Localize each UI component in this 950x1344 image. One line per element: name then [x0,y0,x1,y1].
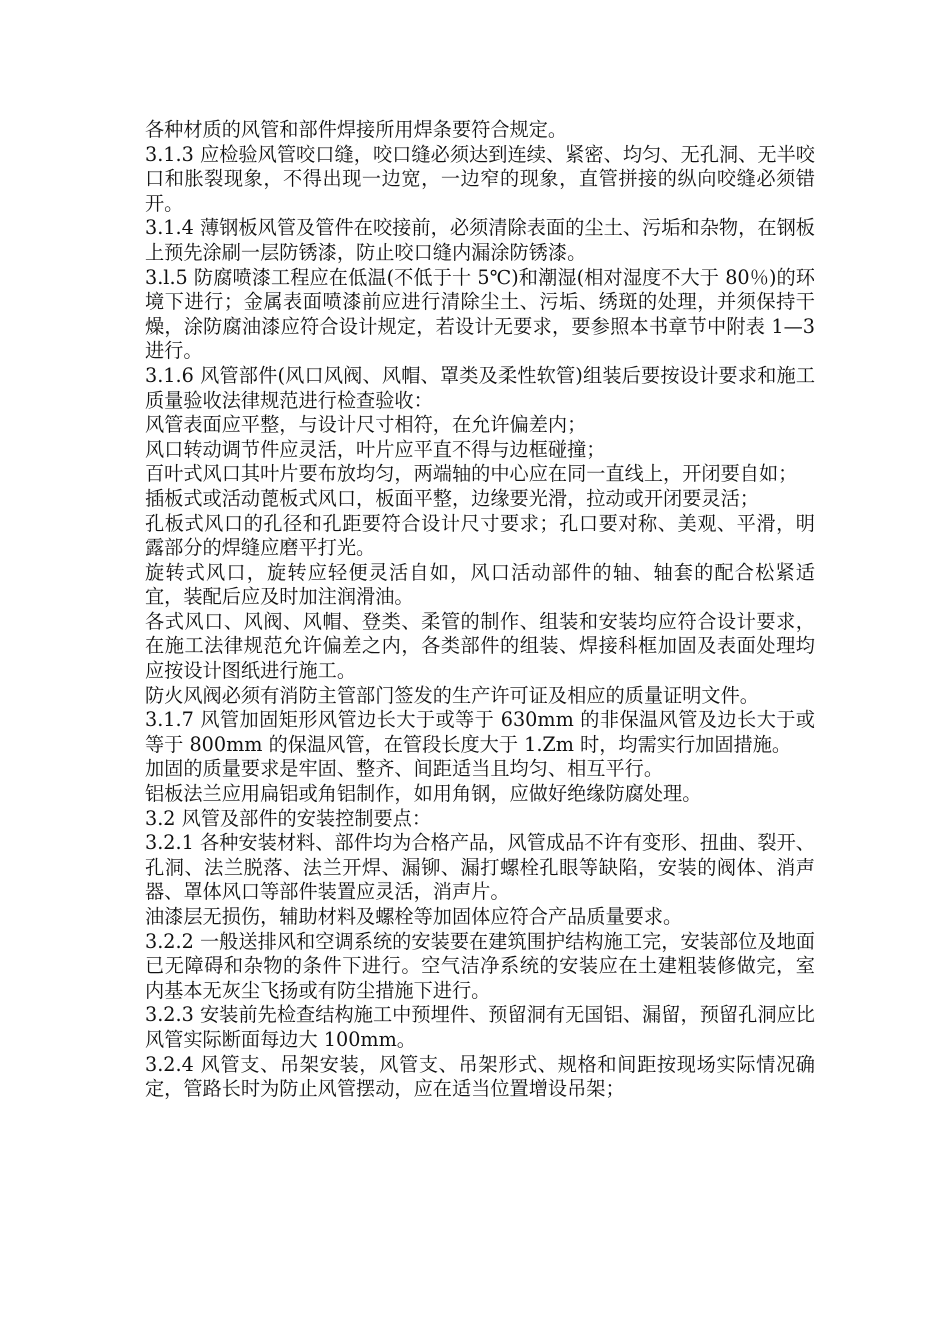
paragraph: 加固的质量要求是牢固、整齐、间距适当且均匀、相互平行。 [145,757,664,781]
paragraph: 插板式或活动蓖板式风口，板面平整，边缘要光滑，拉动或开闭要灵活； [145,486,759,510]
paragraph: 孔板式风口的孔径和孔距要符合设计尺寸要求；孔口要对称、美观、平滑，明露部分的焊缝应磨平打光。 [145,511,815,560]
paragraph: 油漆层无损伤，辅助材料及螺栓等加固体应符合产品质量要求。 [145,905,683,928]
document-page [145,118,815,1102]
paragraph: 防火风阀必须有消防主管部门签发的生产许可证及相应的质量证明文件。 [145,683,759,707]
paragraph: 旋转式风口，旋转应轻便灵活自如，风口活动部件的轴、轴套的配合松紧适宜，装配后应及时加注润滑油。 [145,560,815,609]
paragraph: 3.1.4 薄钢板风管及管件在咬接前，必须清除表面的尘土、污垢和杂物，在钢板上预先涂刷一层防锈漆，防止咬口缝内漏涂防锈漆。 [145,216,815,264]
paragraph: 3.1.7 风管加固矩形风管边长大于或等于 630mm 的非保温风管及边长大于或等于 800mm 的保温风管，在管段长度大于 1.Zm 时，均需实行加固措施。 [145,708,815,756]
paragraph: 各种材质的风管和部件焊接所用焊条要符合规定。 [145,118,568,141]
paragraph: 3.l.5 防腐喷漆工程应在低温(不低于十 5℃)和潮湿(相对湿度不大于 80％)的环境下进行；金属表面喷漆前应进行清除尘土、污垢、绣斑的处理，并须保持干燥，涂防腐油漆应符合设计规定，若设计无要求，要参照本书章节中附表 1—3 进行。 [145,265,815,363]
paragraph: 3.1.3 应检验风管咬口缝，咬口缝必须达到连续、紧密、均匀、无孔洞、无半咬口和胀裂现象，不得出现一边宽，一边窄的现象，直管拼接的纵向咬缝必须错开。 [145,142,815,215]
section-heading: 3.2 风管及部件的安装控制要点： [145,806,432,830]
paragraph: 3.2.4 风管支、吊架安装，风管支、吊架形式、规格和间距按现场实际情况确定，管路长时为防止风管摆动，应在适当位置增设吊架； [145,1052,815,1101]
paragraph: 各式风口、风阀、风帽、登类、柔管的制作、组装和安装均应符合设计要求，在施工法律规范允许偏差之内，各类部件的组装、焊接科框加固及表面处理均应按设计图纸进行施工。 [145,609,815,683]
paragraph: 风管表面应平整，与设计尺寸相符，在允许偏差内； [145,413,587,437]
paragraph: 3.2.3 安装前先检查结构施工中预埋件、预留洞有无国铝、漏留，预留孔洞应比风管实际断面每边大 100mm。 [145,1003,815,1051]
paragraph: 3.2.1 各种安装材料、部件均为合格产品，风管成品不许有变形、扭曲、裂开、孔洞、法兰脱落、法兰开焊、漏铆、漏打螺栓孔眼等缺陷，安装的阀体、消声器、罩体风口等部件装置应灵活，消声片。 [145,831,815,904]
paragraph: 百叶式风口其叶片要布放均匀，两端轴的中心应在同一直线上，开闭要自如； [145,462,798,486]
paragraph: 3.1.6 风管部件(风口风阀、风帽、罩类及柔性软管)组装后要按设计要求和施工质量验收法律规范进行检查验收： [145,363,815,412]
paragraph: 3.2.2 一般送排风和空调系统的安装要在建筑围护结构施工完，安装部位及地面已无障碍和杂物的条件下进行。空气洁净系统的安装应在土建粗装修做完，室内基本无灰尘飞扬或有防尘措施下进行。 [145,929,815,1002]
paragraph: 铝板法兰应用扁铝或角铝制作，如用角钢，应做好绝缘防腐处理。 [145,782,702,806]
paragraph: 风口转动调节件应灵活，叶片应平直不得与边框碰撞； [145,437,606,461]
